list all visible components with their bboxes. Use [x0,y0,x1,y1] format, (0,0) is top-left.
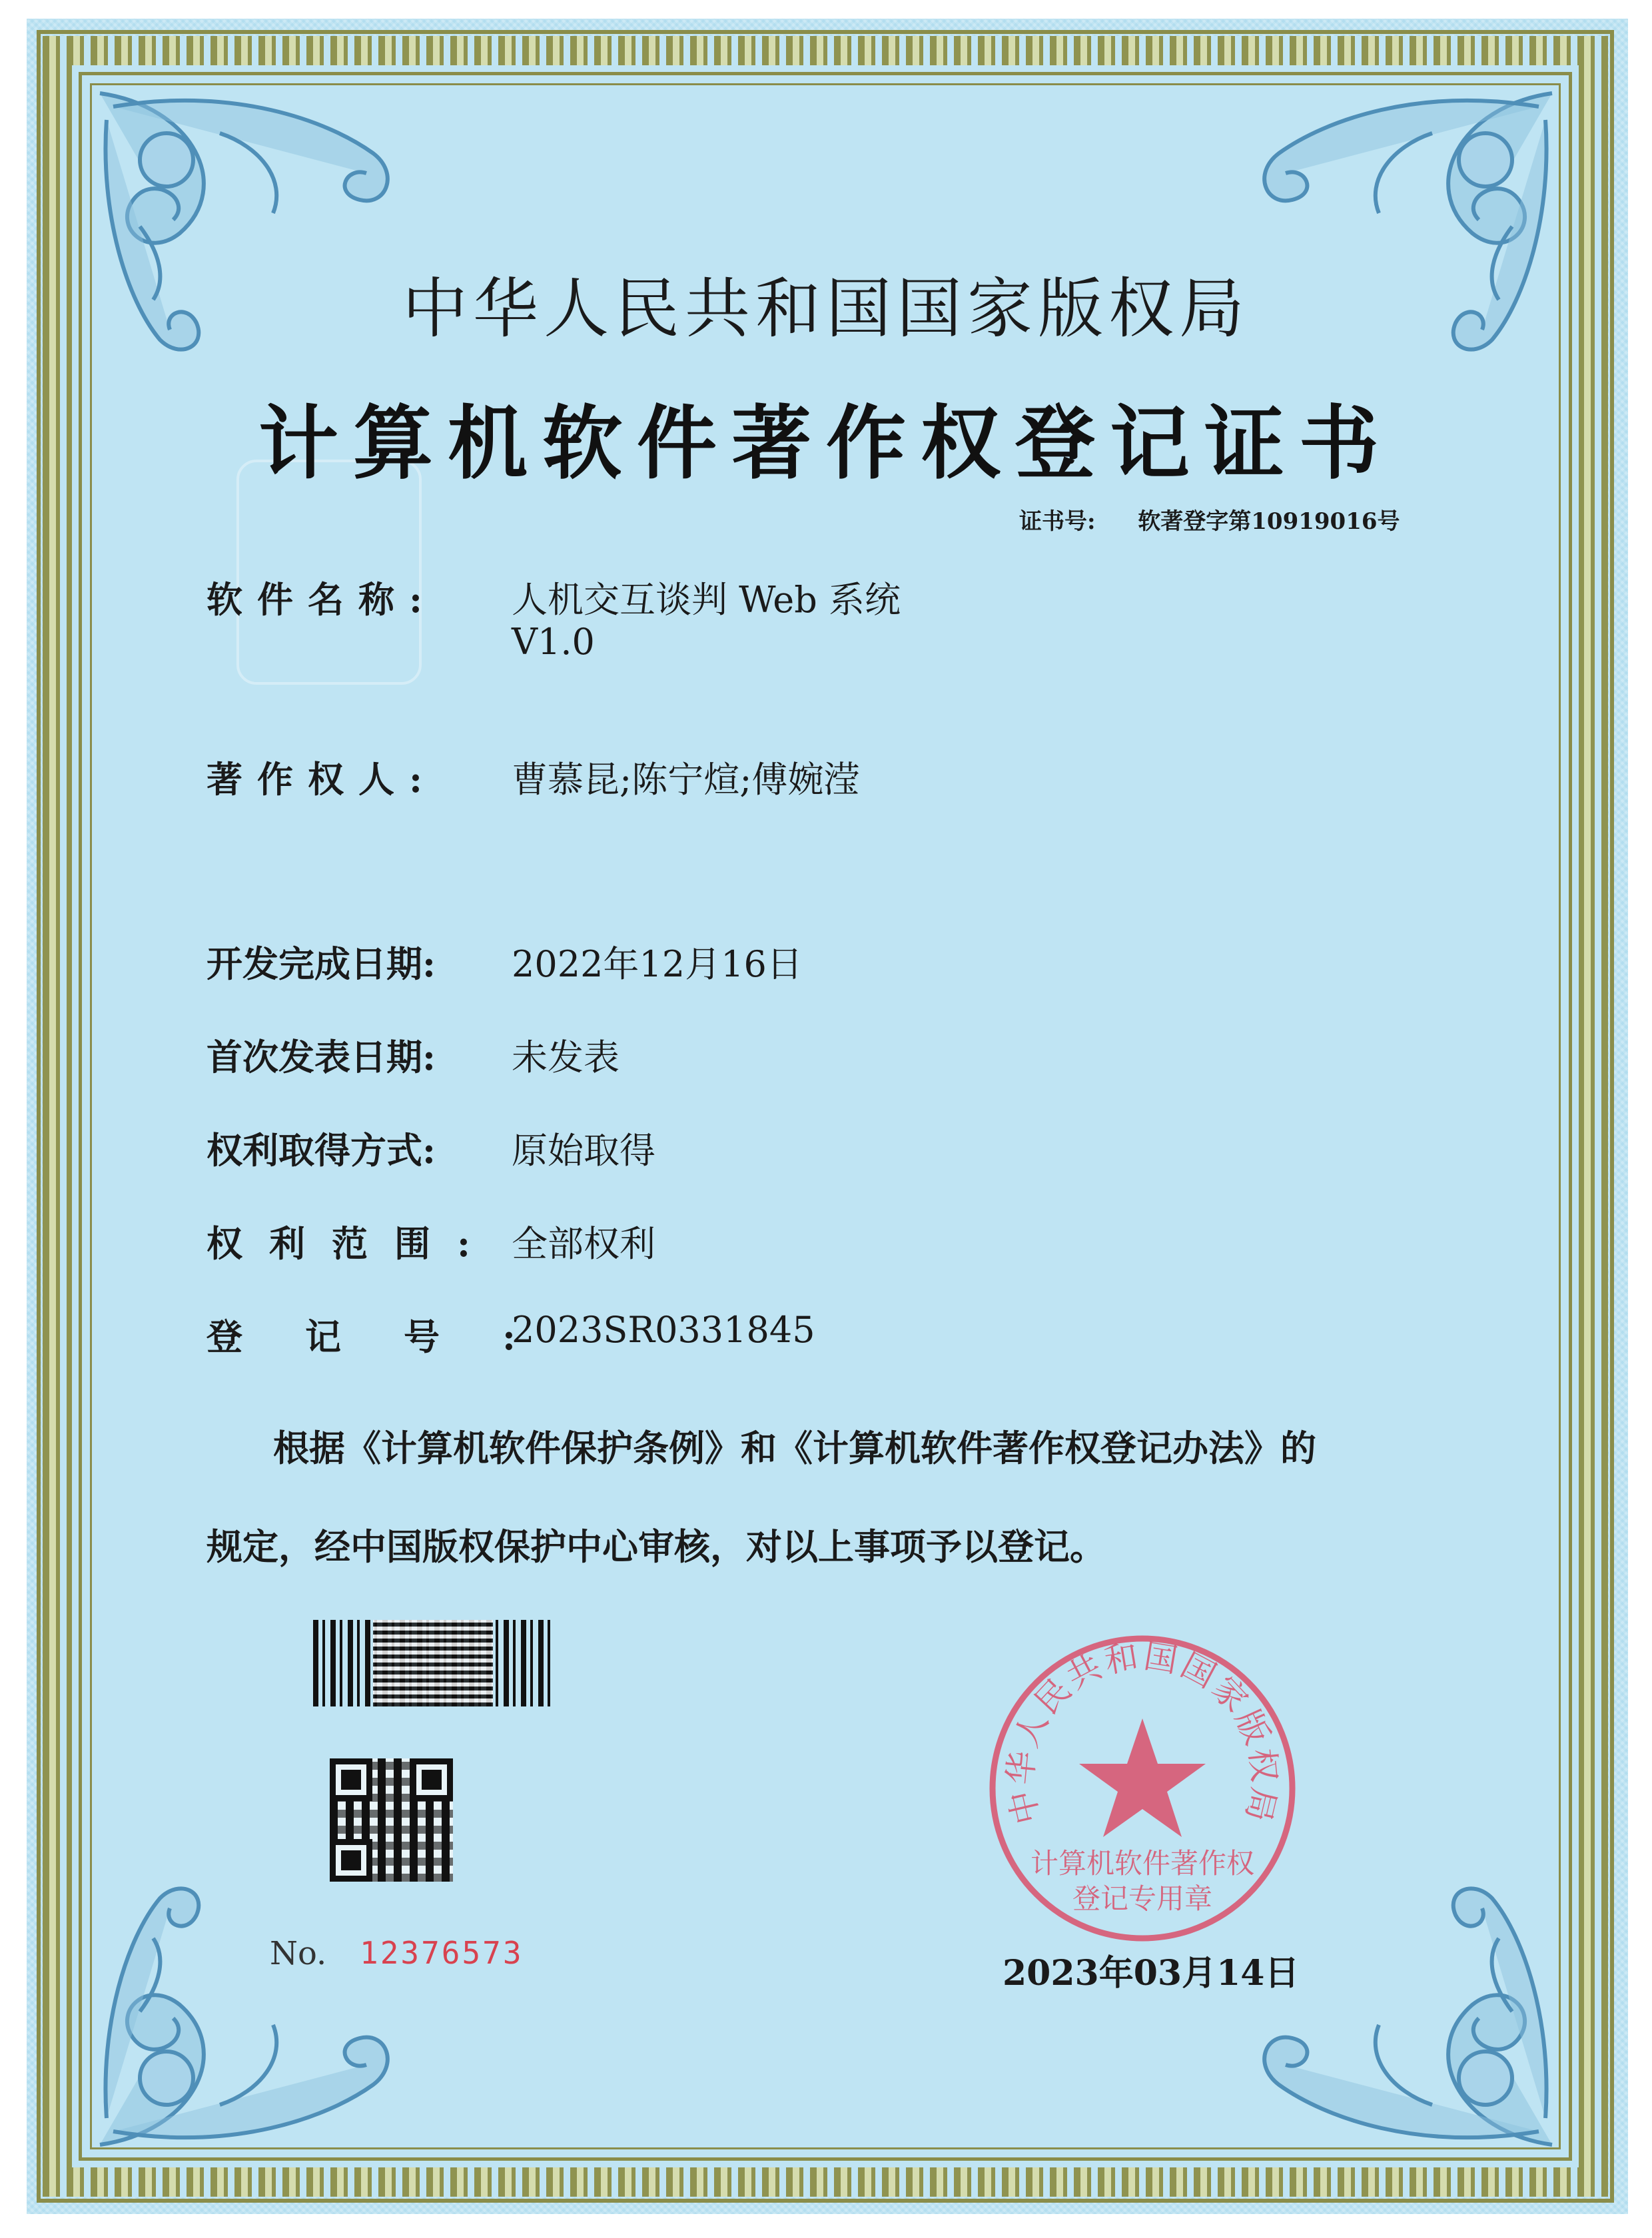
copyright-holder-label: 著作权人: [206,758,437,801]
official-seal-icon [979,1625,1306,1952]
rights-scope-value: 全部权利 [512,1223,655,1265]
copyright-holder-value: 曹慕昆;陈宁煊;傅婉滢 [512,759,860,801]
certificate-number-value: 软著登字第10919016号 [1138,508,1400,535]
acquisition-method-value: 原始取得 [512,1130,655,1172]
seal-outer-text: 中华人民共和国国家版权局 [1001,1637,1284,1828]
certificate-title: 计算机软件著作权登记证书 [258,396,1394,490]
statement-line-1: 根据《计算机软件保护条例》和《计算机软件著作权登记办法》的 [273,1427,1316,1469]
serial-number: 12376573 [360,1935,524,1971]
certificate-number-label: 证书号: [1019,508,1096,535]
software-name-value: 人机交互谈判 Web 系统 [512,579,901,621]
serial-label: No. [270,1935,327,1972]
issuing-authority: 中华人民共和国国家版权局 [402,271,1250,347]
completion-date-label: 开发完成日期: [206,942,436,985]
seal-inner-line-1: 计算机软件著作权 [1030,1847,1255,1880]
first-publication-value: 未发表 [512,1036,620,1078]
registration-number-value: 2023SR0331845 [512,1309,815,1351]
issue-date: 2023年03月14日 [1003,1953,1300,1994]
acquisition-method-label: 权利取得方式: [206,1129,436,1172]
statement-line-2: 规定，经中国版权保护中心审核，对以上事项予以登记。 [206,1525,1106,1568]
completion-date-value: 2022年12月16日 [512,943,803,985]
seal-inner-line-2: 登记专用章 [1072,1882,1213,1915]
rights-scope-label: 权利范围: [206,1222,497,1265]
certificate-number [1019,503,1400,536]
software-version-value: V1.0 [512,621,595,663]
first-publication-label: 首次发表日期: [206,1036,436,1078]
barcode-icon [313,1620,553,1706]
registration-number-label: 登记号: [206,1315,578,1358]
software-name-label: 软件名称: [206,578,437,621]
corner-ornament-icon [87,1878,460,2158]
qr-code-icon [330,1758,453,1882]
